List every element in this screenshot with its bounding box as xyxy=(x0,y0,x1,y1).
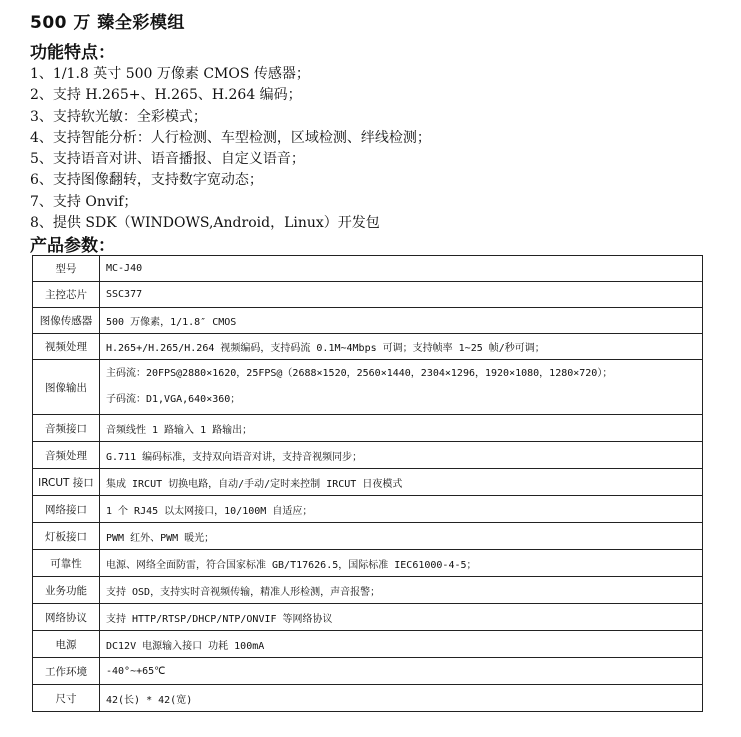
table-row xyxy=(33,469,703,496)
params-table xyxy=(32,255,703,712)
param-label: 视频处理 xyxy=(33,334,100,360)
param-value: DC12V 电源输入接口 功耗 100mA xyxy=(100,631,703,658)
table-row xyxy=(33,631,703,658)
param-value-multi xyxy=(100,360,703,415)
param-label: 尺寸 xyxy=(33,685,100,712)
param-label: 电源 xyxy=(33,631,100,658)
param-label: 网络协议 xyxy=(33,604,100,631)
param-value: 1 个 RJ45 以太网接口，10/100M 自适应； xyxy=(100,496,703,523)
table-row xyxy=(33,308,703,334)
page-title: 500 万 臻全彩模组 xyxy=(30,13,185,33)
feature-item: 8、提供 SDK（WINDOWS,Android，Linux）开发包 xyxy=(30,215,380,232)
param-label: 音频处理 xyxy=(33,442,100,469)
table-row xyxy=(33,496,703,523)
sub-stream-text: 子码流：D1,VGA,640×360； xyxy=(106,394,241,405)
feature-item: 3、支持软光敏：全彩模式； xyxy=(30,108,207,125)
param-label: 灯板接口 xyxy=(33,523,100,550)
table-row xyxy=(33,523,703,550)
param-value: 支持 HTTP/RTSP/DHCP/NTP/ONVIF 等网络协议 xyxy=(100,604,703,631)
features-heading: 功能特点： xyxy=(30,43,115,63)
param-label: 图像传感器 xyxy=(33,308,100,334)
param-value: 电源、网络全面防雷，符合国家标准 GB/T17626.5，国际标准 IEC61000-4-5； xyxy=(100,550,703,577)
table-row xyxy=(33,550,703,577)
param-value: PWM 红外、PWM 暖光； xyxy=(100,523,703,550)
feature-item: 7、支持 Onvif； xyxy=(30,193,138,210)
main-stream-text: 主码流：20FPS@2880×1620，25FPS@（2688×1520，2560×1440，2304×1296，1920×1080，1280×720）； xyxy=(106,368,613,379)
params-heading: 产品参数： xyxy=(30,236,115,256)
table-row xyxy=(33,604,703,631)
param-label: 工作环境 xyxy=(33,658,100,685)
table-row xyxy=(33,658,703,685)
param-value: G.711 编码标准，支持双向语音对讲，支持音视频同步； xyxy=(100,442,703,469)
feature-item: 1、1/1.8 英寸 500 万像素 CMOS 传感器； xyxy=(30,66,310,82)
param-value: MC-J40 xyxy=(100,256,703,282)
table-row xyxy=(33,360,703,415)
param-label: 可靠性 xyxy=(33,550,100,577)
table-row xyxy=(33,282,703,308)
param-value: 支持 OSD，支持实时音视频传输，精准人形检测，声音报警； xyxy=(100,577,703,604)
table-row xyxy=(33,256,703,282)
feature-item: 5、支持语音对讲、语音播报、自定义语音； xyxy=(30,151,305,168)
param-value: -40°~+65℃ xyxy=(100,658,703,685)
param-label: 业务功能 xyxy=(33,577,100,604)
feature-item: 6、支持图像翻转，支持数字宽动态； xyxy=(30,172,263,189)
param-label: 网络接口 xyxy=(33,496,100,523)
param-label: 图像输出 xyxy=(33,360,100,415)
feature-item: 2、支持 H.265+、H.265、H.264 编码； xyxy=(30,87,302,104)
features-list xyxy=(30,64,431,234)
param-value: H.265+/H.265/H.264 视频编码，支持码流 0.1M~4Mbps 可调；支持帧率 1~25 帧/秒可调； xyxy=(100,334,703,360)
param-value: 42(长) * 42(宽) xyxy=(100,685,703,712)
table-row xyxy=(33,685,703,712)
param-label: 音频接口 xyxy=(33,415,100,442)
param-label: 型号 xyxy=(33,256,100,282)
param-value: 500 万像素，1/1.8″ CMOS xyxy=(100,308,703,334)
param-label: 主控芯片 xyxy=(33,282,100,308)
table-row xyxy=(33,577,703,604)
feature-item: 4、支持智能分析：人行检测、车型检测，区域检测、绊线检测； xyxy=(30,129,431,146)
table-row xyxy=(33,442,703,469)
table-row xyxy=(33,415,703,442)
param-label: IRCUT 接口 xyxy=(33,469,100,496)
param-value: 集成 IRCUT 切换电路，自动/手动/定时来控制 IRCUT 日夜模式 xyxy=(100,469,703,496)
table-row xyxy=(33,334,703,360)
param-value: SSC377 xyxy=(100,282,703,308)
param-value: 音频线性 1 路输入 1 路输出； xyxy=(100,415,703,442)
